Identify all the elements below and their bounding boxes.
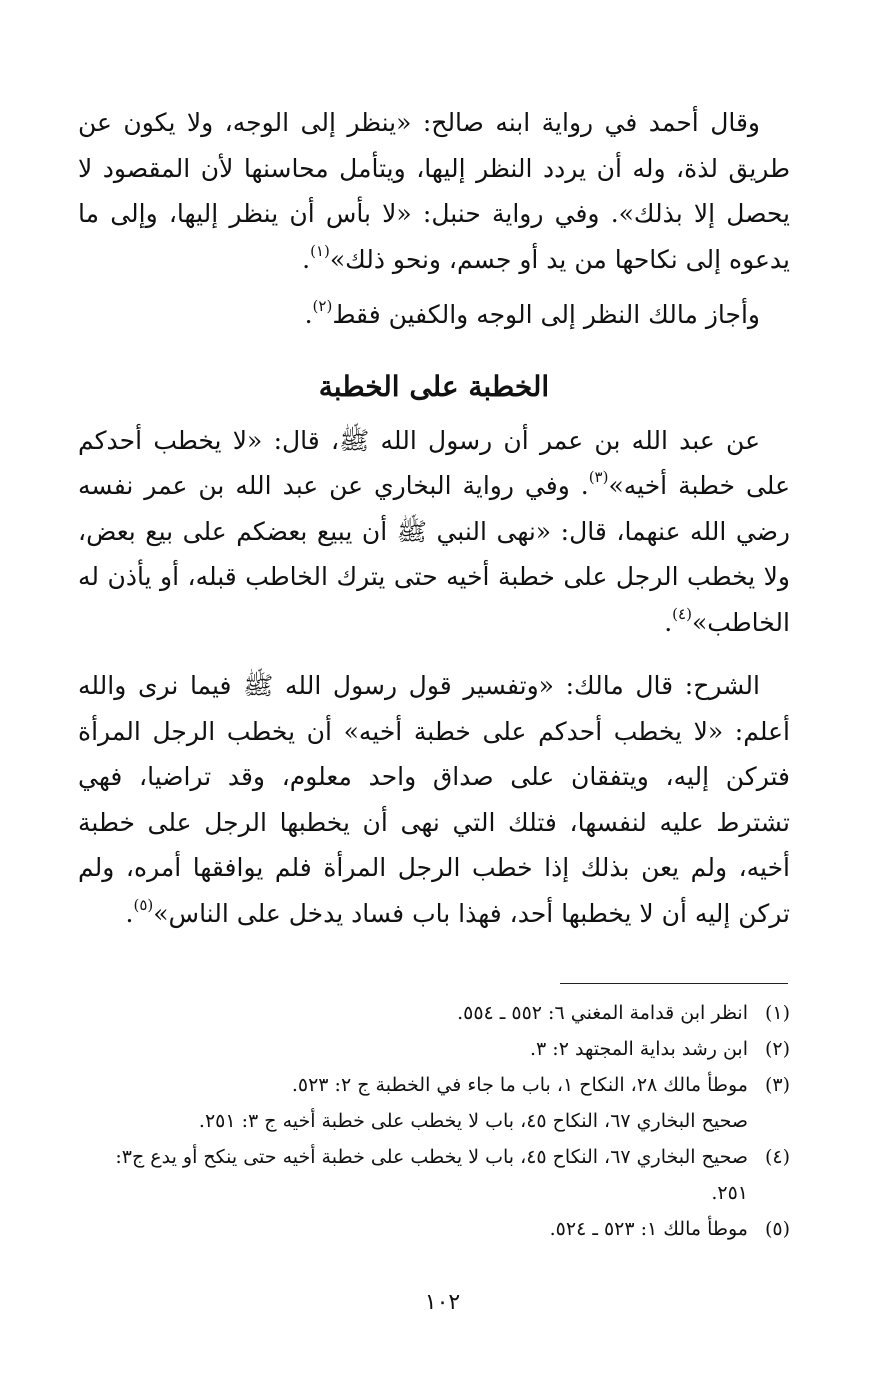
footnote-text: ابن رشد بداية المجتهد ٢: ٣.	[530, 1038, 748, 1060]
footnote-item	[78, 995, 790, 1031]
footnote-text: موطأ مالك ١: ٥٢٣ ـ ٥٢٤.	[549, 1218, 748, 1240]
footnote-item	[78, 1211, 790, 1247]
paragraph-ahmad: وقال أحمد في رواية ابنه صالح: «ينظر إلى الوجه، ولا يكون عن طريق لذة، وله أن يردد النظر إليها، ويتأمل محاسنها لأن المقصود لا يحصل إلا بذلك». وفي رواية حنبل: «لا بأس أن ينظر إليها، وإلى ما يدعوه إلى نكاحها من يد أو جسم، ونحو ذلك»$^{(١)}$.	[78, 108, 790, 274]
footnote-text: صحيح البخاري ٦٧، النكاح ٤٥، باب لا يخطب على خطبة أخيه ج ٣: ٢٥١.	[198, 1110, 748, 1132]
paragraph-commentary: الشرح: قال مالك: «وتفسير قول رسول الله ﷺ فيما نرى والله أعلم: «لا يخطب أحدكم على خطبة أخيه» أن يخطب الرجل المرأة فتركن إليه، ويتفقان على صداق واحد معلوم، وقد تراضيا، فهي تشترط عليه لنفسها، فتلك التي نهى أن يخطبها الرجل على خطبة أخيه، ولم يعن بذلك إذا خطب الرجل المرأة فلم يوافقها أمره، ولم تركن إليه أن لا يخطبها أحد، فهذا باب فساد يدخل على الناس»$^{(٥)}$.	[78, 671, 790, 928]
footnote-text: صحيح البخاري ٦٧، النكاح ٤٥، باب لا يخطب على خطبة أخيه حتى ينكح أو يدع ج٣: ٢٥١.	[115, 1146, 748, 1204]
footnotes	[78, 995, 790, 1247]
footnote-number: (٥)	[764, 1218, 790, 1240]
footnote-number: (٤)	[764, 1146, 790, 1168]
footnote-text: موطأ مالك ٢٨، النكاح ١، باب ما جاء في الخطبة ج ٢: ٥٢٣.	[291, 1074, 748, 1096]
paragraph-text: وقال أحمد في رواية ابنه صالح: «ينظر إلى الوجه، ولا يكون عن طريق لذة، وله أن يردد النظر إليها، ويتأمل محاسنها لأن المقصود لا يحصل إلا بذلك». وفي رواية حنبل: «لا بأس أن ينظر إليها، وإلى ما يدعوه إلى نكاحها من يد أو جسم، ونحو ذلك»	[78, 108, 790, 274]
footnote-item	[78, 1031, 790, 1067]
footnote-text: انظر ابن قدامة المغني ٦: ٥٥٢ ـ ٥٥٤.	[457, 1002, 748, 1024]
paragraph-text: الشرح: قال مالك: «وتفسير قول رسول الله ﷺ فيما نرى والله أعلم: «لا يخطب أحدكم على خطبة أخيه» أن يخطب الرجل المرأة فتركن إليه، ويتفقان على صداق واحد معلوم، وقد تراضيا، فهي تشترط عليه لنفسها، فتلك التي نهى أن يخطبها الرجل على خطبة أخيه، ولم يعن بذلك إذا خطب الرجل المرأة فلم يوافقها أمره، ولم تركن إليه أن لا يخطبها أحد، فهذا باب فساد يدخل على الناس»	[78, 671, 790, 928]
page-number: ١٠٢	[424, 1290, 461, 1315]
main-text	[78, 100, 790, 936]
footnote-ref-3[interactable]: (٣)	[588, 468, 609, 486]
paragraph-text: . وفي رواية البخاري عن عبد الله بن عمر نفسه رضي الله عنهما، قال: «نهى النبي ﷺ أن يبيع بعضكم على بيع بعض، ولا يخطب الرجل على خطبة أخيه حتى يترك الخاطب قبله، أو يأذن له الخاطب»	[78, 471, 790, 637]
footnote-number: (١)	[764, 1002, 790, 1024]
footnote-item	[78, 1139, 790, 1211]
footnote-item	[78, 1067, 790, 1103]
paragraph-hadith: عن عبد الله بن عمر أن رسول الله ﷺ، قال: «لا يخطب أحدكم على خطبة أخيه»$^{(٣)}$. وفي رواية البخاري عن عبد الله بن عمر نفسه رضي الله عنهما، قال: «نهى النبي ﷺ أن يبيع بعضكم على بيع بعض، ولا يخطب الرجل على خطبة أخيه حتى يترك الخاطب قبله، أو يأذن له الخاطب»$^{(٤)}$.	[78, 425, 790, 637]
footnote-item-continued	[78, 1103, 790, 1139]
footnote-ref-2[interactable]: (٢)	[312, 297, 333, 315]
footnote-separator	[560, 983, 788, 984]
paragraph-malik: وأجاز مالك النظر إلى الوجه والكفين فقط$^{(٢)}$.	[304, 297, 760, 329]
paragraph-text: عن عبد الله بن عمر أن رسول الله ﷺ، قال: «لا يخطب أحدكم على خطبة أخيه»	[78, 425, 790, 500]
footnote-ref-5[interactable]: (٥)	[133, 895, 154, 914]
footnote-number: (٣)	[764, 1074, 790, 1096]
footnote-ref-1[interactable]: (١)	[310, 241, 330, 260]
section-heading: الخطبة على الخطبة	[318, 369, 550, 403]
footnote-ref-4[interactable]: (٤)	[672, 604, 692, 623]
paragraph-text: وأجاز مالك النظر إلى الوجه والكفين فقط	[332, 300, 760, 329]
footnote-number: (٢)	[764, 1038, 790, 1060]
